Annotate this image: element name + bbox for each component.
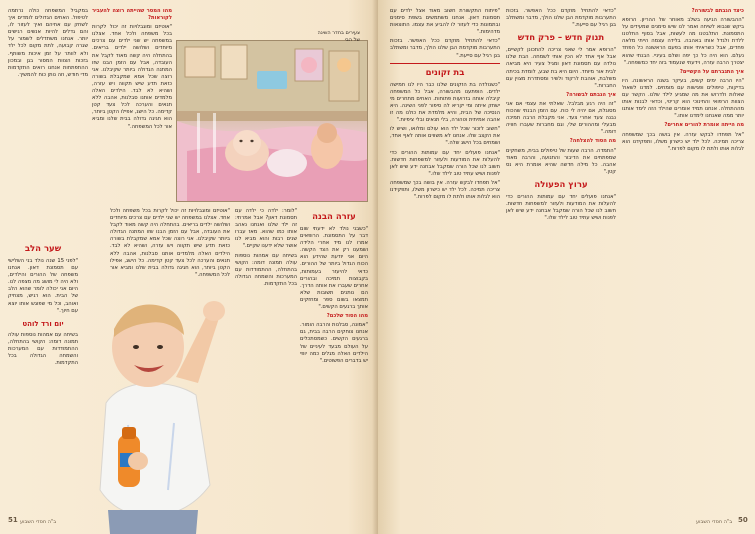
article-text: "זה היה רגע מבלבל. שאלתי את עצמי אם אני מסוגלת, אם יהיה לי כוח. עם הזמן הבנתי שהכוח נבנה צעד אחרי צעד. אני מקבלת הרבה תמיכה מבעלי ומההורים שלי, וגם מחברות שעברו חוויה דומה.": [506, 100, 616, 136]
article-text: "חשוב לזכור שכל ילד הוא עולם ומלואו, ושיש לו את הקצב שלו. אנחנו לא משווים אותה לאף אחד, ושמחים בכל הישג שלה.": [390, 126, 500, 147]
question-lead: איך התגברתם על הקשיים?: [679, 68, 744, 75]
article-text: "אל תפחדו לבקש עזרה. אין בושה בכך שמשפחה צריכה תמיכה. לכל ילד יש כישרון משלו, ותפקידנו הוא לגלות אותו ולתת לו מקום לפרוח.": [622, 131, 744, 152]
article-text: "היו הרבה ימים קשים, בעיקר בשנה הראשונה. היו בדיקות, טיפולים ופגישות עם מומחים. למדנו לשאול שאלות ולדרוש את מה שמגיע לילד שלנו. הקשר עם הצוות הרפואי והחינוכי הוא קריטי, וכדאי לבנות אותו מההתחלה. אנחנו תמיד אומרים שהילד הזה לימד אותנו יותר ממה שאנחנו לימדנו אותו.": [622, 77, 744, 120]
right-page: [378, 0, 755, 534]
article-text: "כשנולדה בת הזקונים שלנו כבר היו לנו חמישה ילדים. הופתענו מהבשורה, אבל כל המשפחה קיבלה אותה בזרועות פתוחות. האחים מתחרים מי ישחק איתה ומי יקריא לה סיפור לפני השינה. היא הנסיכה של הבית, והיא מלמדת את כולנו מה זו אהבה אמיתית וטהורה, בלי תנאים ובלי ציפיות.": [390, 81, 500, 124]
section-heading: שער הלב: [24, 244, 62, 254]
article-text: "אמונה, סבלנות והרבה הומור. אנחנו צוחקים הרבה בבית, גם ברגעים הקשים. כשמסתכלים על העולם מבעד לעיניים של הילדים האלה מגלים כמה יופי יש בדברים הפשוטים.": [300, 322, 368, 364]
article-text: "אנחנו פועלים יחד עם עמותות ההורים כדי להעלות את המודעות ולעזור למשפחות חדשות. חשוב לנו שכל הורה שמקבל אבחנה ידע שיש לאן לפנות ושיש עתיד טוב לילד שלו.": [506, 193, 616, 222]
left-top-col-b: [92, 8, 172, 233]
page-number: 50: [738, 516, 748, 524]
photo-caption: [250, 30, 360, 43]
baby-bedroom-photo: [176, 40, 368, 202]
right-col-2: [506, 8, 616, 508]
folio-text: ב"ה חסדי השבוע: [696, 519, 733, 525]
article-text: "אוטיזם ומוגבלויות זה יכול לקרות בכל משפחה ולכל אחד. אצלנו במשפחה יש שני ילדים עם צרכים מיוחדים ושלושה ילדים בריאים. בהתחלה היה קשה מאוד לקבל את העובדה, אבל עם הזמן הבנו שזו המתנה הגדולה ביותר שקיבלנו. אני רוצה שכל אמא שמקבלת בשורה כזאת תדע שיש תקווה ויש עזרה, ושהיא לא לבד. הילדים האלה מלמדים אותנו סבלנות, אהבה ללא תנאים והערכה לכל צעד קטן קדימה. כל הישג, אפילו הקטן ביותר, הוא חגיגה גדולה בבית שלנו ומביא אור לכל המשפחה.": [110, 208, 230, 278]
left-col-right: [300, 208, 368, 513]
article-text: במקביל המשפחה כולה נרתמה לטיפול. האחים הגדולים לומדים איך לשחק עם אחיהם ואיך לעזור לו, והם גדלים להיות אנשים רגישים יותר. אנחנו משתדלים לשמור על שגרה קבועה, לתת מקום לכל ילד ולא לוותר על זמן איכות משותף. בזכות הצוות המסור בגן ובמכון ההתפתחות אנחנו רואים התקדמות מדי חודש, וזה נותן כוח להמשיך.: [8, 8, 88, 78]
section-heading: בת זקונים: [425, 67, 465, 78]
question-lead: מה הסוד להצלחה?: [569, 138, 616, 145]
question-lead: כיצד הגבתם לבשורה?: [691, 8, 744, 14]
article-text: בשיחה עם אמהות נוספות עולה תמונה דומה: הקושי בהתחלה, ההתמודדות עם המערכות והשמחה הגדולה בכל התקדמות.: [8, 331, 78, 367]
article-text: "אוטיזם ומוגבלויות זה יכול לקרות בכל משפחה ולכל אחד. אצלנו במשפחה יש שני ילדים עם צרכים מיוחדים ושלושה ילדים בריאים. בהתחלה היה קשה מאוד לקבל את העובדה, אבל עם הזמן הבנו שזו המתנה הגדולה ביותר שקיבלנו. אני רוצה שכל אמא שמקבלת בשורה כזאת תדע שיש תקווה ויש עזרה, ושהיא לא לבד. הילדים האלה מלמדים אותנו סבלנות, אהבה ללא תנאים והערכה לכל צעד קטן קדימה. כל הישג, אפילו הקטן ביותר, הוא חגיגה גדולה בבית שלנו ומביא אור לכל המשפחה.": [92, 24, 172, 130]
section-heading: עזרה הבנה: [312, 212, 356, 222]
baby-bedroom-illustration: [177, 41, 368, 202]
question-lead: איך הגבתם לבשורה?: [566, 91, 616, 98]
left-col-middle: [235, 208, 297, 513]
article-text: "הרופא אמר לי שאני צריכה להתכונן לקשיים, אבל אף אחד לא הכין אותי לשמחה. הבת שלנו נולדה עם תסמונת דאון ומגיל צעיר היא מביאה לבית אור מיוחד. היום היא בת שבע, לומדת בכיתה משלבת, אוהבת לרקוד ולשיר ומסתדרת מצוין עם החברות.": [506, 47, 616, 89]
folio-text: ב"ה חסדי השבוע: [20, 519, 57, 525]
section-heading: תנוק חדש – פרק חדש: [517, 33, 605, 44]
article-text: "אל תפחדו לבקש עזרה. אין בושה בכך שמשפחה צריכה תמיכה. לכל ילד יש כישרון משלו, ותפקידנו הוא לגלות אותו ולתת לו מקום לפרוח.": [390, 179, 500, 201]
article-text: בשיחה עם אמהות נוספות עולה תמונה דומה: הקושי בהתחלה, ההתמודדות עם המערכות והשמחה הגדולה בכל התקדמות.: [235, 252, 297, 287]
left-col-far-left: [8, 240, 78, 510]
section-heading: ערוץ הפעולה: [534, 179, 588, 190]
article-text: "פיתוח התקשורת חשוב מאוד אצל ילדים עם תסמונת דאון. אנחנו משתמשים בשפת סימנים ובתמונות כדי לעזור לו להביע את עצמו. התוצאות מדהימות.": [390, 8, 500, 36]
boy-photo: [78, 285, 236, 534]
caption-line: של הבי: [344, 36, 360, 43]
article-text: "כדאי להתחיל מוקדם ככל האפשר. בזכות התערבות מוקדמת הבן שלנו הולך, מדבר ומשתלב בגן רגיל עם סייעת.": [506, 8, 616, 29]
article-text: "לפני 15 שנה נולד בני השלישי עם תסמונת דאון. אנחנו משפחה של ההורים והילדים, ולא היה לי מושג מה מצפה לנו. היום אני יכולה לומר שהוא הלב של הבית. הוא רגיש, מצחיק ואוהב, וכל מי שפוגש אותו יוצא עם חיוך.": [8, 258, 78, 314]
right-col-3: [390, 8, 500, 508]
section-heading: יום ורד לוהט: [22, 319, 64, 328]
left-col-upper-left: [110, 208, 230, 288]
caption-line: צעירים בחדר השינה: [317, 30, 360, 36]
article-text: "אנחנו פועלים יחד עם עמותות ההורים כדי להעלות את המודעות ולעזור למשפחות חדשות. חשוב לנו שכל הורה שמקבל אבחנה ידע שיש לאן לפנות ושיש עתיד טוב לילד שלו.": [390, 149, 500, 177]
right-col-1: [622, 8, 744, 508]
article-text: "ההבשורה הגיעה בשלב מאוחר של ההריון. הרופא ביקש שנבוא לשיחה ואמר לנו שיש סימנים שמעידים על התסמונת. התלבטנו מה לעשות, אבל בסוף החלטנו ללדת ולגדל אותו באהבה. בלידה עצמה הייתי מלאה פחדים, אבל כשראיתי אותו בפעם הראשונה כל הפחד נעלם. הוא היה כל כך יפה ושלם בעיניי. הבנתי שהוא יצטרך הרבה עזרה, וידעתי שנעמוד בזה יחד כמשפחה.": [622, 17, 744, 66]
left-top-col-a: [8, 8, 88, 233]
question-lead: מהו המסר שהייתה רוצה להעביר לקוראות?: [92, 8, 172, 22]
section-divider: [390, 63, 500, 64]
article-text: "כשבני נולד לא ידעתי שום דבר על התסמונת. הרופאים אמרו לנו מיד אחרי הלידה ושמענו רק את הצד הקשה. היום אני יודעת שהידע הוא הכוח הגדול ביותר של ההורים. כדאי להיעזר בעמותות, בקבוצות תמיכה ובהורים אחרים שעברו את אותה הדרך. הם נותנים תשובות שלא תמצאו בשום ספר ומחזקים אותך ברגעים הקשים.": [300, 226, 368, 311]
article-text: "כדאי להתחיל מוקדם ככל האפשר. בזכות התערבות מוקדמת הבן שלנו הולך, מדבר ומשתלב בגן רגיל עם סייעת.": [390, 38, 500, 59]
boy-cutout-illustration: [78, 285, 236, 534]
article-text: "התמדה. הרבה שעות של טיפולים בבית, משחקים שמפתחים את הדיבור והתנועה, והרבה מאוד אהבה. כל מילה חדשה שהיא אומרת היא נס קטן.": [506, 147, 616, 175]
question-lead: מה הייתה אומרת להורים אחרים?: [664, 122, 744, 129]
question-lead: מהו הסוד שלכם?: [326, 313, 368, 320]
article-text: "לומר: ילדה כי ילדה עם תסמונת דאון? אבל אמרתי: זה ילד שלנו ואנחנו נאהב אותו כמו שהוא. מאז עברו שנים רבות והוא מביא לנו אושר שלא ידענו שקיים.": [235, 208, 297, 250]
page-number: 51: [8, 516, 18, 524]
